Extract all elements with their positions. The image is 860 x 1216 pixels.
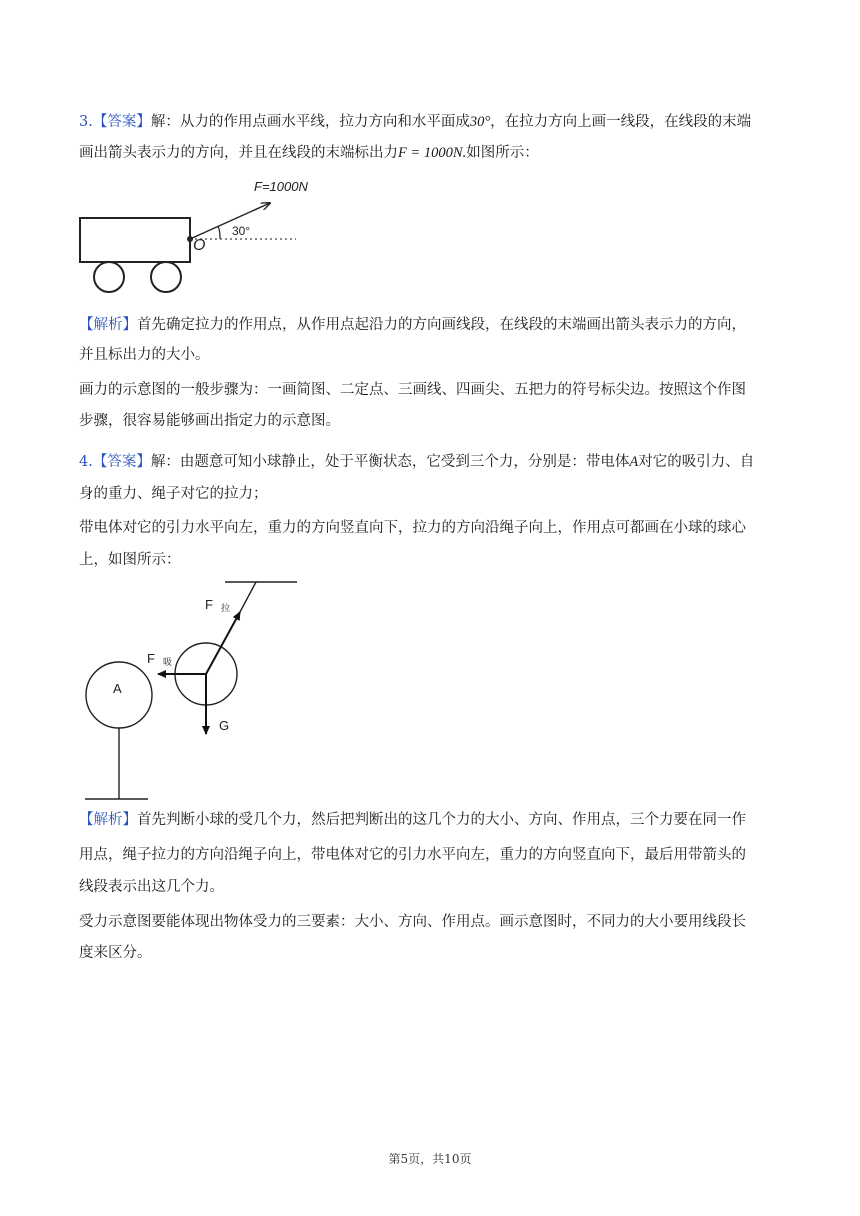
body-a-label: A — [113, 681, 122, 696]
q4-analysis-line1 — [79, 810, 746, 830]
q3-angle-inline: 30° — [469, 114, 491, 130]
q3-analysis-line2: 并且标出力的大小。 — [79, 347, 210, 363]
cart-body — [80, 218, 190, 262]
q3-force-inline: F = 1000N. — [398, 145, 467, 161]
q4-ball-force-figure — [75, 572, 310, 804]
cart-wheel-right — [151, 262, 181, 292]
attraction-sub: 吸 — [163, 657, 173, 667]
q3-cart-force-figure — [70, 170, 310, 300]
q3-text-2b: 如图所示： — [466, 145, 539, 161]
q4-text-1a: 解：由题意可知小球静止，处于平衡状态，它受到三个力，分别是：带电体 — [150, 454, 630, 470]
q4-analysis-line3: 线段表示出这几个力。 — [79, 879, 224, 895]
cart-wheel-left — [94, 262, 124, 292]
q3-analysis-text-1: 首先确定拉力的作用点，从作用点起沿力的方向画线段，在线段的末端画出箭头表示力的方向， — [137, 317, 746, 333]
q3-analysis-line1 — [79, 315, 746, 335]
q3-text-2a: 画出箭头表示力的方向，并且在线段的末端标出力 — [79, 145, 398, 161]
q4-number: 4. — [79, 454, 93, 470]
angle-label: 30° — [232, 224, 251, 238]
q3-answer-line1 — [79, 112, 751, 132]
q4-body-a-inline: A — [629, 454, 639, 470]
force-arrow — [190, 203, 270, 239]
attraction-label: F — [147, 651, 155, 666]
gravity-label: G — [219, 718, 230, 733]
q4-answer-tag: 【答案】 — [92, 454, 151, 470]
angle-arc — [218, 226, 220, 239]
q3-text-1b: ，在拉力方向上画一线段，在线段的末端 — [490, 114, 752, 130]
q4-analysis-text-1: 首先判断小球的受几个力，然后把判断出的这几个力的大小、方向、作用点，三个力要在同一作 — [137, 812, 746, 828]
q4-analysis-line5: 度来区分。 — [79, 945, 152, 961]
q4-analysis-tag: 【解析】 — [79, 812, 137, 828]
q4-answer-line1 — [79, 452, 754, 472]
tension-sub: 拉 — [221, 603, 231, 613]
q4-answer-line3: 带电体对它的引力水平向左，重力的方向竖直向下，拉力的方向沿绳子向上，作用点可都画在小球的球心 — [79, 520, 746, 536]
q4-answer-line2: 身的重力、绳子对它的拉力； — [79, 486, 268, 502]
q4-analysis-line2: 用点，绳子拉力的方向沿绳子向上，带电体对它的引力水平向左，重力的方向竖直向下，最后用带箭头的 — [79, 847, 746, 863]
tension-label: F — [205, 597, 213, 612]
point-label: O — [193, 237, 206, 254]
q4-analysis-line4: 受力示意图要能体现出物体受力的三要素：大小、方向、作用点。画示意图时，不同力的大小要用线段长 — [79, 914, 746, 930]
q3-analysis-line4: 步骤，很容易能够画出指定力的示意图。 — [79, 413, 340, 429]
q3-number: 3. — [79, 114, 93, 130]
q3-analysis-line3: 画力的示意图的一般步骤为：一画简图、二定点、三画线、四画尖、五把力的符号标尖边。按照这个作图 — [79, 382, 746, 398]
rope-line — [240, 582, 256, 612]
q3-answer-line2 — [79, 143, 539, 163]
q3-analysis-tag: 【解析】 — [79, 317, 137, 333]
q4-text-1b: 对它的吸引力、自 — [638, 454, 755, 470]
q4-answer-line4: 上，如图所示： — [79, 552, 181, 568]
q3-text-1a: 解：从力的作用点画水平线，拉力方向和水平面成 — [150, 114, 470, 130]
force-label: F=1000N — [254, 179, 308, 194]
q3-answer-tag: 【答案】 — [92, 114, 151, 130]
page-footer: 第5页，共10页 — [388, 1152, 472, 1166]
